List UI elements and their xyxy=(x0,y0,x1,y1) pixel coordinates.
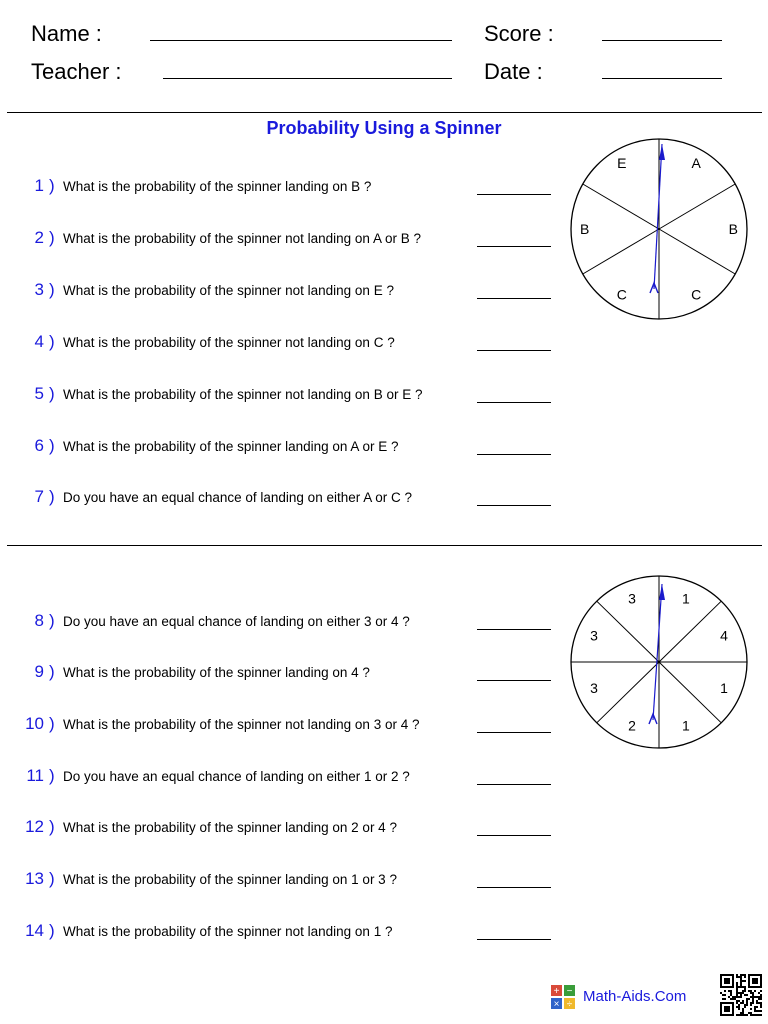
svg-text:÷: ÷ xyxy=(566,999,573,1009)
question-text: Do you have an equal chance of landing on either 3 or 4 ? xyxy=(63,614,410,629)
question-number: 3 xyxy=(34,280,44,299)
answer-blank[interactable] xyxy=(477,194,551,195)
spinner-2 xyxy=(567,571,751,753)
question-row xyxy=(0,487,560,511)
question-text: What is the probability of the spinner landing on 4 ? xyxy=(63,665,370,680)
name-line[interactable] xyxy=(150,40,452,41)
question-row xyxy=(0,280,560,304)
question-paren: ) xyxy=(49,228,55,247)
spinner-label: 3 xyxy=(590,627,598,644)
spinner-label: 4 xyxy=(720,627,728,644)
question-row xyxy=(0,662,560,686)
spinner-label: C xyxy=(691,286,702,303)
question-row xyxy=(0,332,560,356)
question-paren: ) xyxy=(49,436,55,455)
question-text: What is the probability of the spinner not landing on E ? xyxy=(63,283,394,298)
spinner-label: 1 xyxy=(682,717,690,734)
teacher-label: Teacher : xyxy=(31,59,122,84)
answer-blank[interactable] xyxy=(477,784,551,785)
teacher-line[interactable] xyxy=(163,78,452,79)
question-text: What is the probability of the spinner landing on B ? xyxy=(63,179,372,194)
question-paren: ) xyxy=(49,332,55,351)
question-row xyxy=(0,766,560,790)
answer-blank[interactable] xyxy=(477,835,551,836)
question-text: What is the probability of the spinner landing on 2 or 4 ? xyxy=(63,820,397,835)
answer-blank[interactable] xyxy=(477,629,551,630)
question-paren: ) xyxy=(49,766,55,785)
question-text: What is the probability of the spinner not landing on A or B ? xyxy=(63,231,421,246)
math-aids-logo-icon xyxy=(551,985,575,1009)
question-paren: ) xyxy=(49,176,55,195)
question-text: Do you have an equal chance of landing on either A or C ? xyxy=(63,490,412,505)
spinner-label: 2 xyxy=(628,717,636,734)
section-divider xyxy=(7,545,762,546)
question-number: 9 xyxy=(34,662,44,681)
spinner-label: B xyxy=(580,220,590,237)
spinner-1 xyxy=(567,136,751,322)
question-row xyxy=(0,436,560,460)
spinner-label: 1 xyxy=(720,680,728,697)
question-text: What is the probability of the spinner not landing on C ? xyxy=(63,335,395,350)
question-number: 2 xyxy=(34,228,44,247)
date-line[interactable] xyxy=(602,78,722,79)
question-paren: ) xyxy=(49,611,55,630)
question-paren: ) xyxy=(49,921,55,940)
question-number: 6 xyxy=(34,436,44,455)
svg-text:−: − xyxy=(566,986,573,997)
question-text: What is the probability of the spinner landing on 1 or 3 ? xyxy=(63,872,397,887)
answer-blank[interactable] xyxy=(477,887,551,888)
question-row xyxy=(0,714,560,738)
svg-text:×: × xyxy=(553,999,560,1009)
answer-blank[interactable] xyxy=(477,402,551,403)
answer-blank[interactable] xyxy=(477,505,551,506)
question-text: What is the probability of the spinner not landing on B or E ? xyxy=(63,387,423,402)
question-paren: ) xyxy=(49,280,55,299)
answer-blank[interactable] xyxy=(477,298,551,299)
question-text: What is the probability of the spinner not landing on 3 or 4 ? xyxy=(63,717,420,732)
question-number: 12 xyxy=(25,817,44,836)
name-label: Name : xyxy=(31,21,102,46)
question-paren: ) xyxy=(49,487,55,506)
question-row xyxy=(0,384,560,408)
spinner-label: 1 xyxy=(682,590,690,607)
spinner-label: B xyxy=(728,220,738,237)
spinner-label: E xyxy=(617,155,627,172)
question-row xyxy=(0,176,560,200)
spinner-label: C xyxy=(616,286,627,303)
answer-blank[interactable] xyxy=(477,939,551,940)
question-row xyxy=(0,611,560,635)
question-text: What is the probability of the spinner not landing on 1 ? xyxy=(63,924,393,939)
question-paren: ) xyxy=(49,662,55,681)
svg-text:+: + xyxy=(553,986,560,997)
question-paren: ) xyxy=(49,869,55,888)
answer-blank[interactable] xyxy=(477,454,551,455)
score-line[interactable] xyxy=(602,40,722,41)
date-label: Date : xyxy=(484,59,543,84)
spinner-label: 3 xyxy=(590,680,598,697)
question-row xyxy=(0,817,560,841)
spinner-label: 3 xyxy=(628,590,636,607)
question-number: 4 xyxy=(34,332,44,351)
question-paren: ) xyxy=(49,714,55,733)
answer-blank[interactable] xyxy=(477,680,551,681)
question-number: 10 xyxy=(25,714,44,733)
question-paren: ) xyxy=(49,817,55,836)
question-number: 5 xyxy=(34,384,44,403)
answer-blank[interactable] xyxy=(477,350,551,351)
page-title: Probability Using a Spinner xyxy=(266,118,502,138)
answer-blank[interactable] xyxy=(477,246,551,247)
question-number: 13 xyxy=(25,869,44,888)
question-paren: ) xyxy=(49,384,55,403)
score-label: Score : xyxy=(484,21,554,46)
question-text: Do you have an equal chance of landing on either 1 or 2 ? xyxy=(63,769,410,784)
header-divider xyxy=(7,112,762,113)
qr-code-icon xyxy=(720,974,762,1016)
spinner-label: A xyxy=(691,155,701,172)
question-row xyxy=(0,921,560,945)
question-row xyxy=(0,228,560,252)
question-number: 14 xyxy=(25,921,44,940)
question-row xyxy=(0,869,560,893)
site-link[interactable]: Math-Aids.Com xyxy=(583,988,687,1005)
question-text: What is the probability of the spinner landing on A or E ? xyxy=(63,439,399,454)
question-number: 7 xyxy=(34,487,44,506)
question-number: 1 xyxy=(34,176,44,195)
answer-blank[interactable] xyxy=(477,732,551,733)
question-number: 11 xyxy=(26,766,44,785)
question-number: 8 xyxy=(34,611,44,630)
